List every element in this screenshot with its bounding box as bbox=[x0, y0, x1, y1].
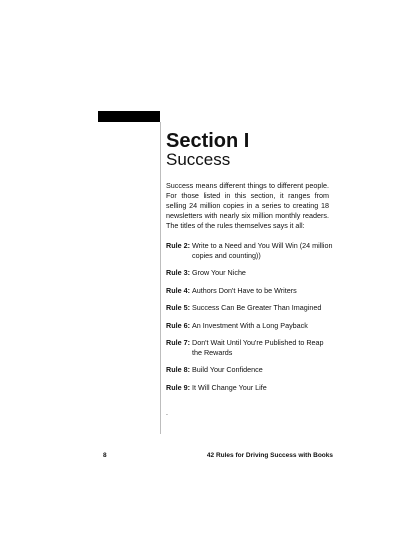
rule-number: Rule 6: bbox=[166, 320, 190, 330]
rule-number: Rule 9: bbox=[166, 382, 190, 392]
stray-mark: . bbox=[166, 410, 168, 417]
list-item bbox=[166, 268, 334, 278]
list-item bbox=[166, 365, 334, 375]
rules-list bbox=[166, 241, 334, 400]
section-subtitle: Success bbox=[166, 150, 231, 169]
list-item bbox=[166, 303, 334, 313]
section-marker-bar bbox=[98, 111, 160, 122]
vertical-divider bbox=[160, 122, 161, 434]
rule-title: It Will Change Your Life bbox=[192, 382, 267, 392]
rule-number: Rule 2: bbox=[166, 241, 190, 250]
rule-number: Rule 3: bbox=[166, 268, 190, 277]
rule-number: Rule 7: bbox=[166, 338, 190, 347]
page-number: 8 bbox=[103, 452, 107, 459]
rule-title: Don't Wait Until You're Published to Reap the Rewards bbox=[192, 338, 324, 357]
rule-title: An Investment With a Long Payback bbox=[192, 320, 308, 330]
rule-number: Rule 8: bbox=[166, 365, 190, 374]
rule-number: Rule 5: bbox=[166, 303, 190, 312]
rule-title: Authors Don't Have to be Writers bbox=[192, 285, 297, 295]
rule-title: Grow Your Niche bbox=[192, 268, 246, 277]
section-title: Section I bbox=[166, 130, 250, 152]
list-item bbox=[166, 321, 334, 331]
intro-paragraph: Success means different things to different people. For those listed in this section, it ranges from selling 24 million copies in a series to creating 18 newsletters with nearly six million monthly readers. The titles of the rules themselves says it all: bbox=[166, 181, 329, 230]
list-item bbox=[166, 286, 334, 296]
rule-number: Rule 4: bbox=[166, 285, 190, 295]
list-item bbox=[166, 338, 334, 357]
running-footer-title: 42 Rules for Driving Success with Books bbox=[206, 452, 333, 459]
list-item bbox=[166, 383, 334, 393]
rule-title: Write to a Need and You Will Win (24 million copies and counting)) bbox=[192, 241, 333, 260]
list-item bbox=[166, 241, 334, 260]
rule-title: Success Can Be Greater Than Imagined bbox=[192, 303, 322, 312]
rule-title: Build Your Confidence bbox=[192, 365, 263, 374]
